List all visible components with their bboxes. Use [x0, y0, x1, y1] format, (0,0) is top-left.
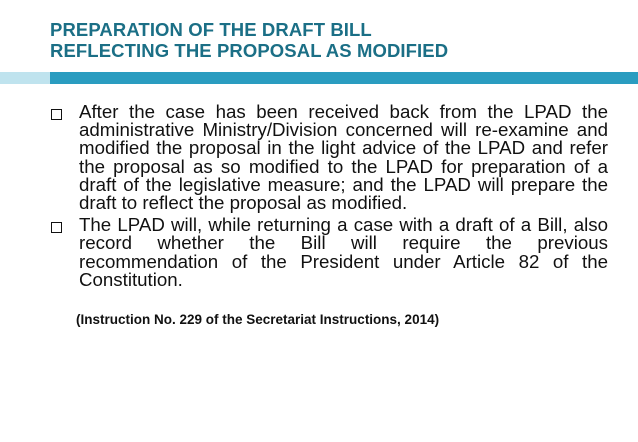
bullet-text: After the case has been received back from the LPAD the administrative Ministry/Division concerned will re-examine and modified the proposal in the light advice of the LPAD and refer the proposal as so modified to the LPAD for preparation of a draft of the legislative measure; and the LPAD will prepare the draft to reflect the proposal as modified.	[79, 101, 608, 214]
title-underline-dark	[50, 72, 638, 84]
slide-title-line-1: PREPARATION OF THE DRAFT BILL	[50, 19, 372, 40]
slide-title	[50, 19, 610, 61]
checkbox-bullet-icon	[51, 109, 62, 120]
checkbox-bullet-icon	[51, 222, 62, 233]
bullet-text: The LPAD will, while returning a case with a draft of a Bill, also record whether the Bill will require the previous recommendation of the President under Article 82 of the Constitution.	[79, 214, 608, 290]
citation: (Instruction No. 229 of the Secretariat Instructions, 2014)	[76, 312, 440, 328]
slide-title-line-2: REFLECTING THE PROPOSAL AS MODIFIED	[50, 40, 449, 61]
bullet-item	[48, 103, 608, 212]
bullet-item	[48, 216, 608, 289]
slide-body	[48, 103, 608, 327]
